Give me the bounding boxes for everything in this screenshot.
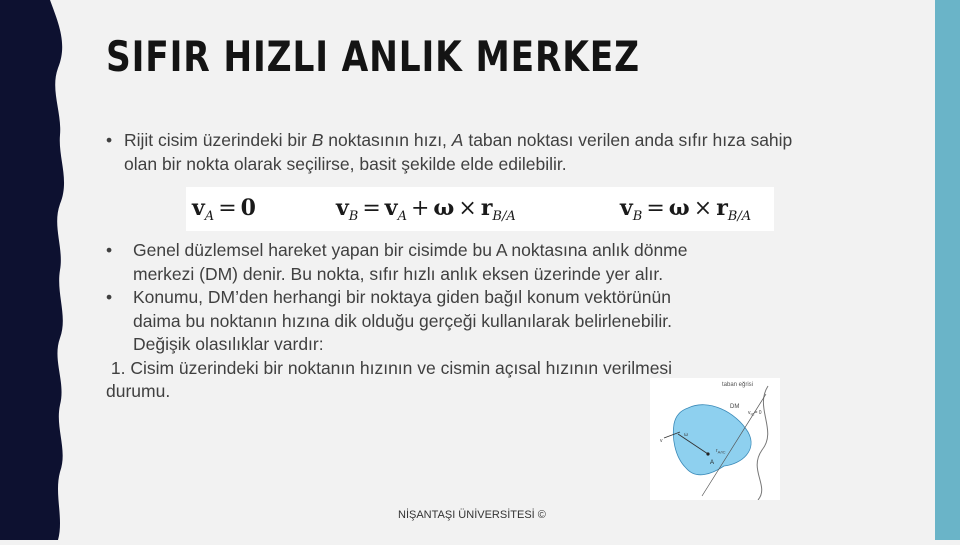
equation-va-zero: $v_A = 0$	[192, 195, 256, 224]
equation-vb-relative: $v_B = v_A + \omega \times r_{B/A}$	[336, 195, 516, 224]
intro-paragraph	[106, 129, 906, 176]
bullet-1-line-1: Genel düzlemsel hareket yapan bir cisimde bu A noktasına anlık dönme	[133, 240, 688, 260]
bullet-2-line-2: daima bu noktanın hızına dik olduğu gerçeği kullanılarak belirlenebilir.	[133, 310, 672, 331]
slide-title: SIFIR HIZLI ANLIK MERKEZ	[106, 32, 640, 81]
intro-line-1: Rijit cisim üzerindeki bir B noktasının hızı, A taban noktası verilen anda sıfır hıza sahip	[124, 130, 793, 150]
figure-label-dm: DM	[730, 404, 740, 410]
figure-label-vic: $v_{IC}= 0$	[748, 410, 762, 417]
figure-label-base-curve: taban eğrisi	[722, 382, 754, 388]
figure-drawing	[650, 378, 780, 500]
bullet-1-line-2: merkezi (DM) denir. Bu nokta, sıfır hızlı anlık eksen üzerinde yer alır.	[133, 263, 664, 284]
equations-image	[186, 187, 774, 231]
case-1-line-1: 1. Cisim üzerindeki bir noktanın hızının ve cismin açısal hızının verilmesi	[106, 357, 673, 378]
intro-line-2: olan bir nokta olarak seçilirse, basit şekilde elde edilebilir.	[124, 153, 567, 174]
bullet-2-line-3: Değişik olasılıklar vardır:	[133, 334, 324, 354]
instant-center-figure	[650, 378, 780, 500]
figure-label-a: A	[710, 460, 715, 466]
base-curve	[757, 386, 768, 500]
bullet-2-line-1: Konumu, DM’den herhangi bir noktaya giden bağıl konum vektörünün	[133, 287, 671, 307]
equation-vb-cross: $v_B = \omega \times r_{B/A}$	[620, 195, 752, 224]
footer-university: NİŞANTAŞI ÜNİVERSİTESİ ©	[398, 509, 546, 521]
figure-label-v: v	[660, 438, 663, 444]
figure-label-omega: ω	[684, 432, 688, 438]
left-wavy-band	[0, 0, 70, 540]
bullet: •	[106, 240, 113, 260]
point-a	[706, 452, 709, 455]
bullet: •	[106, 287, 113, 307]
right-accent-band	[935, 0, 960, 540]
case-1-line-2: durumu.	[106, 381, 171, 401]
bullet: •	[106, 130, 113, 150]
figure-label-rab: $r_{A/IC}$	[716, 448, 726, 455]
